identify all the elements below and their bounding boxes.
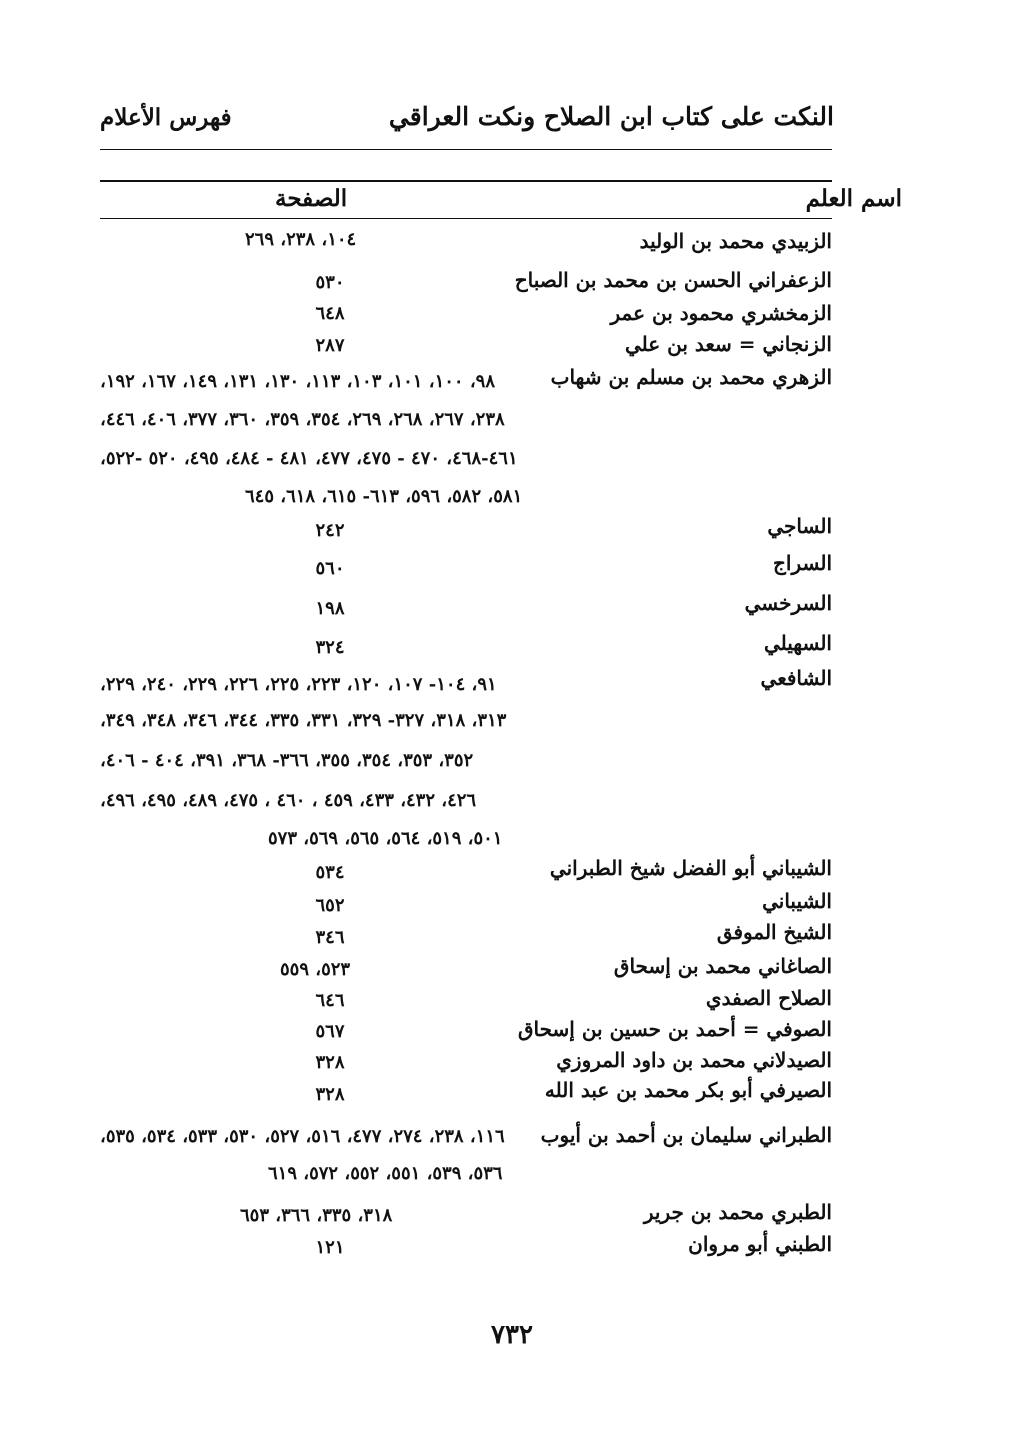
entry-pages-line: ٤٦١-٤٦٨، ٤٧٠ - ٤٧٥، ٤٧٧، ٤٨١ - ٤٨٤، ٤٩٥، ٥٢٠ -٥٢٢، bbox=[100, 448, 518, 469]
table-header-rule bbox=[100, 218, 832, 219]
entry-name: الشيباني bbox=[762, 889, 832, 913]
entry-pages: ٦٥٢ bbox=[315, 895, 345, 916]
entry-pages: ٥٣٠ bbox=[315, 272, 345, 293]
column-header-name: اسم العلم bbox=[805, 185, 902, 212]
entry-name: الطبني أبو مروان bbox=[688, 1232, 832, 1256]
entry-name: السراج bbox=[773, 551, 832, 575]
entry-pages-line: ٢٣٨، ٢٦٧، ٢٦٨، ٢٦٩، ٣٥٤، ٣٥٩، ٣٦٠، ٣٧٧، ٤٠٦، ٤٤٦، bbox=[100, 409, 505, 430]
entry-name: الطبري محمد بن جرير bbox=[643, 1200, 832, 1224]
index-entry bbox=[100, 856, 832, 890]
entry-pages: ١٠٤، ٢٣٨، ٢٦٩ bbox=[245, 229, 357, 250]
index-entry bbox=[100, 551, 832, 585]
entry-name: الساجي bbox=[767, 514, 832, 538]
index-entry bbox=[100, 1232, 832, 1266]
entry-name: السهيلي bbox=[763, 631, 832, 655]
entry-name: الشيخ الموفق bbox=[716, 920, 832, 944]
entry-pages-line: ١١٦، ٢٣٨، ٢٧٤، ٤٧٧، ٥١٦، ٥٢٧، ٥٣٠، ٥٣٣، ٥٣٤، ٥٣٥، bbox=[100, 1126, 505, 1147]
index-entry bbox=[100, 1078, 832, 1112]
index-entry bbox=[100, 920, 832, 954]
index-entry bbox=[100, 631, 832, 665]
entry-pages-line: ٥٣٦، ٥٣٩، ٥٥١، ٥٥٢، ٥٧٢، ٦١٩ bbox=[268, 1163, 503, 1184]
entry-name: الصوفي = أحمد بن حسين بن إسحاق bbox=[518, 1017, 832, 1041]
entry-pages: ٥٦٠ bbox=[315, 558, 345, 579]
entry-name: الزنجاني = سعد بن علي bbox=[624, 332, 832, 356]
entry-pages-line: ٥٠١، ٥١٩، ٥٦٤، ٥٦٥، ٥٦٩، ٥٧٣ bbox=[268, 828, 503, 849]
entry-pages: ٣١٨، ٣٣٥، ٣٦٦، ٦٥٣ bbox=[240, 1205, 393, 1226]
entry-pages: ٣٢٨ bbox=[315, 1052, 345, 1073]
entry-name: الزبيدي محمد بن الوليد bbox=[639, 229, 832, 253]
section-title: فهرس الأعلام bbox=[100, 104, 232, 131]
entry-pages: ٢٤٢ bbox=[315, 520, 345, 541]
entry-pages-line: ٤٢٦، ٤٣٢، ٤٣٣، ٤٥٩ ، ٤٦٠ ، ٤٧٥، ٤٨٩، ٤٩٥، ٤٩٦، bbox=[100, 790, 477, 811]
entry-pages-line: ٥٨١، ٥٨٢، ٥٩٦، ٦١٣- ٦١٥، ٦١٨، ٦٤٥ bbox=[245, 486, 523, 507]
entry-name: الصيدلاني محمد بن داود المروزي bbox=[556, 1048, 832, 1072]
entry-name: الشيباني أبو الفضل شيخ الطبراني bbox=[549, 856, 832, 880]
index-entry bbox=[100, 301, 832, 335]
entry-name: الزهري محمد بن مسلم بن شهاب bbox=[550, 365, 832, 389]
index-entry bbox=[100, 1017, 832, 1051]
index-entry bbox=[100, 889, 832, 923]
entry-pages-line: ٣٥٢، ٣٥٣، ٣٥٤، ٣٥٥، ٣٦٦- ٣٦٨، ٣٩١، ٤٠٤ - ٤٠٦، bbox=[100, 750, 474, 771]
table-top-rule bbox=[100, 180, 832, 182]
index-entry bbox=[100, 1200, 832, 1234]
index-entry bbox=[100, 229, 832, 263]
entry-name: الزمخشري محمود بن عمر bbox=[610, 301, 832, 325]
entry-pages: ٥٦٧ bbox=[315, 1021, 345, 1042]
entry-pages: ٦٤٨ bbox=[315, 303, 345, 324]
entry-pages: ٥٣٤ bbox=[315, 862, 345, 883]
entry-name: السرخسي bbox=[744, 591, 832, 615]
index-entry bbox=[100, 986, 832, 1020]
entry-pages: ١٩٨ bbox=[315, 598, 345, 619]
entry-pages: ٥٢٣، ٥٥٩ bbox=[280, 959, 351, 980]
entry-pages-line: ٩٨، ١٠٠، ١٠١، ١٠٣، ١١٣، ١٣٠، ١٣١، ١٤٩، ١٦٧، ١٩٢، bbox=[100, 371, 495, 392]
entry-pages: ٣٢٤ bbox=[315, 637, 345, 658]
index-entry bbox=[100, 332, 832, 366]
index-entry bbox=[100, 1048, 832, 1082]
entry-pages-line: ٣١٣، ٣١٨، ٣٢٧- ٣٢٩، ٣٣١، ٣٣٥، ٣٤٤، ٣٤٦، ٣٤٨، ٣٤٩، bbox=[100, 710, 507, 731]
entry-pages-line: ٩١، ١٠٤- ١٠٧، ١٢٠، ٢٢٣، ٢٢٥، ٢٢٦، ٢٢٩، ٢٤٠، ٢٢٩، bbox=[100, 674, 497, 695]
entry-pages: ٣٢٨ bbox=[315, 1084, 345, 1105]
entry-name: الطبراني سليمان بن أحمد بن أيوب bbox=[540, 1123, 832, 1147]
column-header-page: الصفحة bbox=[275, 185, 348, 212]
entry-name: الزعفراني الحسن بن محمد بن الصباح bbox=[514, 268, 832, 292]
entry-pages: ١٢١ bbox=[315, 1237, 345, 1258]
entry-name: الصلاح الصفدي bbox=[705, 986, 832, 1010]
page-number: ٧٣٢ bbox=[491, 1320, 533, 1350]
index-entry bbox=[100, 514, 832, 548]
entry-name: الصيرفي أبو بكر محمد بن عبد الله bbox=[544, 1078, 832, 1102]
entry-pages: ٢٨٧ bbox=[315, 335, 345, 356]
book-title: النكت على كتاب ابن الصلاح ونكت العراقي bbox=[388, 102, 834, 131]
entry-pages: ٦٤٦ bbox=[315, 990, 345, 1011]
entry-name: الشافعي bbox=[760, 666, 832, 690]
index-entry bbox=[100, 954, 832, 988]
index-entry bbox=[100, 591, 832, 625]
entry-pages: ٣٤٦ bbox=[315, 927, 345, 948]
entry-name: الصاغاني محمد بن إسحاق bbox=[613, 954, 832, 978]
index-entry bbox=[100, 268, 832, 302]
header-divider bbox=[100, 149, 832, 150]
